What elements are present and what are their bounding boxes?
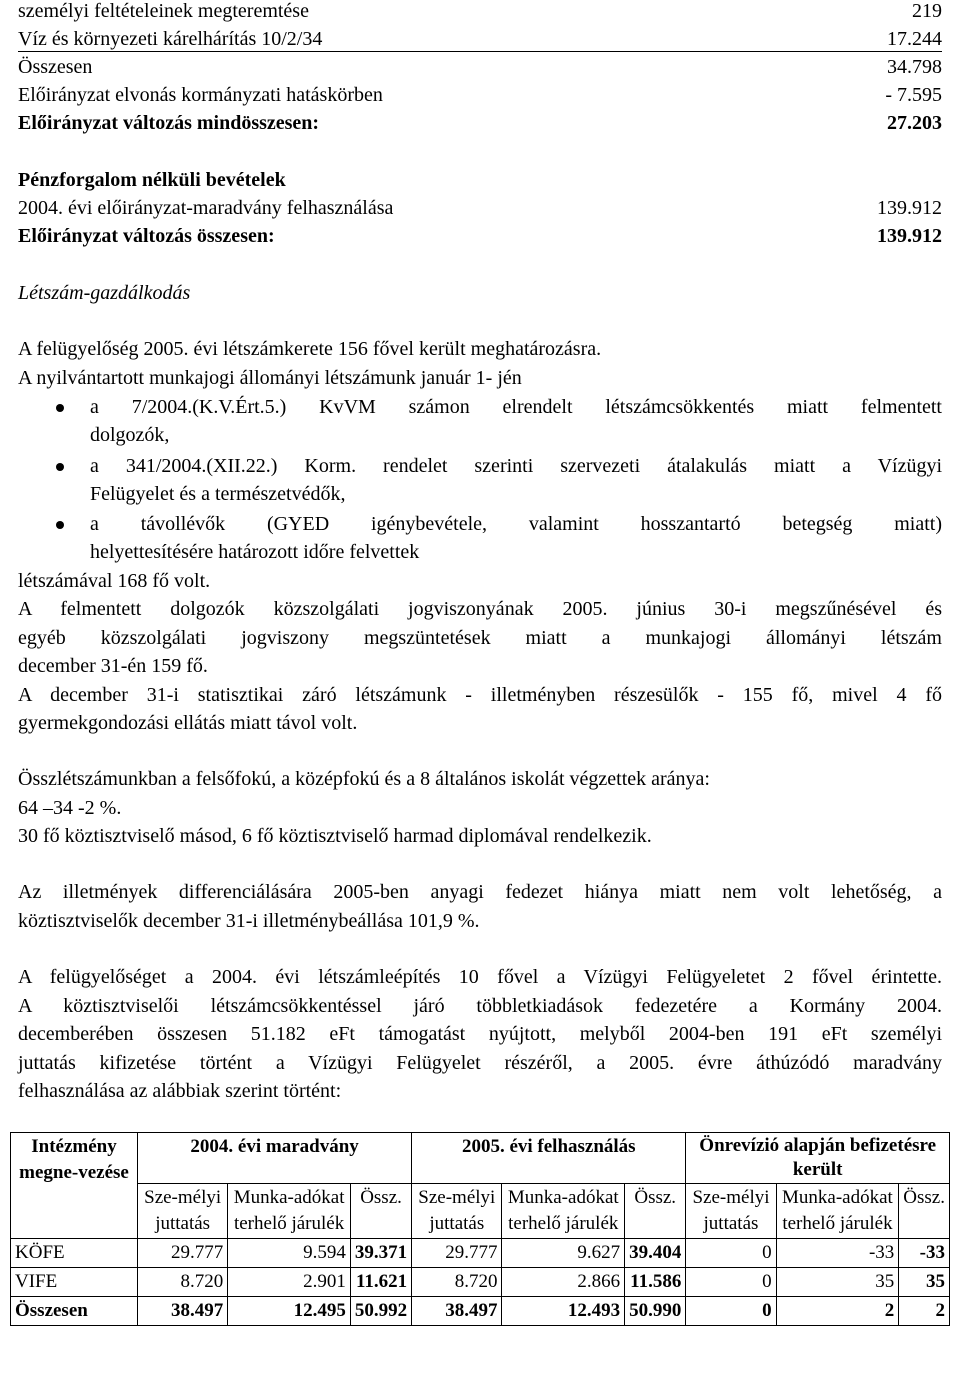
bullet-icon [56,404,64,412]
subheader-contribution: Munka-adókat terhelő járulék [776,1184,899,1239]
budget-value: 27.203 [887,112,942,134]
cell-name: Összesen [11,1297,138,1326]
budget-value: 219 [912,0,942,22]
cell-value: 29.777 [412,1239,502,1268]
budget-row [18,55,942,79]
paragraph-line: A nyilvántartott munkajogi állományi létszámunk január 1- jén [18,367,522,389]
paragraph-line: december 31-én 159 fő. [18,655,208,677]
header-institution: Intézmény megne-vezése [11,1133,138,1239]
budget-label: Előirányzat változás mindösszesen: [18,112,320,134]
budget-label: Víz és környezeti kárelhárítás 10/2/34 [18,28,323,50]
cell-value: 50.990 [625,1297,686,1326]
cell-value: 50.992 [350,1297,411,1326]
budget-row [18,27,942,51]
paragraph-line: Az illetmények differenciálására 2005-ben anyagi fedezet hiánya miatt nem volt lehetőség, a [18,881,942,903]
cell-value: 8.720 [138,1268,228,1297]
subheader-total: Össz. [350,1184,411,1239]
cell-value: 39.404 [625,1239,686,1268]
paragraph-line: A köztisztviselői létszámcsökkentéssel járó többletkiadások fedezetére a Kormány 2004. [18,995,942,1017]
cell-value: 12.493 [502,1297,625,1326]
bullet-line: Felügyelet és a természetvédők, [90,483,346,505]
budget-row [18,0,942,23]
header-2004: 2004. évi maradvány [138,1133,412,1184]
cell-value: 2 [899,1297,950,1326]
bullet-line: a 7/2004.(K.V.Ért.5.) KvVM számon elrendelt létszámcsökkentés miatt felmentett [90,396,942,418]
section-heading-italic: Létszám-gazdálkodás [18,282,191,304]
paragraph-line: juttatás kifizetése történt a Vízügyi Felügyelet részéről, a 2005. évre áthúzódó maradvány [18,1052,942,1074]
cell-value: 0 [686,1239,776,1268]
table-subheader-row [11,1184,950,1239]
bullet-line: dolgozók, [90,424,170,446]
header-onrevizio: Önrevízió alapján befizetésre került [686,1133,950,1184]
bullet-icon [56,521,64,529]
paragraph-line: egyéb közszolgálati jogviszony megszüntetések miatt a munkajogi állományi létszám [18,627,942,649]
cell-value: -33 [899,1239,950,1268]
cell-value: 35 [776,1268,899,1297]
paragraph-line: gyermekgondozási ellátás miatt távol volt. [18,712,358,734]
subheader-total: Össz. [899,1184,950,1239]
cell-value: 0 [686,1268,776,1297]
subheader-personal: Sze-mélyi juttatás [138,1184,228,1239]
paragraph-line: A felmentett dolgozók közszolgálati jogviszonyának 2005. június 30-i megszűnésével és [18,598,942,620]
cell-value: 38.497 [138,1297,228,1326]
paragraph-line: köztisztviselők december 31-i illetménybeállása 101,9 %. [18,910,480,932]
paragraph-line: 30 fő köztisztviselő másod, 6 fő köztisztviselő harmad diplomával rendelkezik. [18,825,652,847]
cell-value: 38.497 [412,1297,502,1326]
table-row [11,1239,950,1268]
budget-value: 139.912 [877,225,942,247]
table-header-row [11,1133,950,1184]
bullet-line: a távollévők (GYED igénybevétele, valamint hosszantartó betegség miatt) [90,513,942,535]
cell-value: 2.901 [228,1268,351,1297]
budget-label: 2004. évi előirányzat-maradvány felhasználása [18,197,394,219]
cell-name: VIFE [11,1268,138,1297]
budget-value: - 7.595 [885,84,942,106]
budget-label: Összesen [18,56,93,78]
budget-value: 139.912 [877,197,942,219]
paragraph-line: létszámával 168 fő volt. [18,570,211,592]
budget-value: 17.244 [887,28,942,50]
budget-value: 34.798 [887,56,942,78]
budget-label: személyi feltételeinek megteremtése [18,0,309,22]
bullet-icon [56,463,64,471]
cell-name: KÖFE [11,1239,138,1268]
cell-value: 35 [899,1268,950,1297]
subheader-contribution: Munka-adókat terhelő járulék [228,1184,351,1239]
table-row [11,1268,950,1297]
divider [18,51,942,52]
paragraph-line: A december 31-i statisztikai záró létszámunk - illetményben részesülők - 155 fő, mivel 4 fő [18,684,942,706]
paragraph-line: felhasználása az alábbiak szerint történt: [18,1080,342,1102]
cell-value: 12.495 [228,1297,351,1326]
cell-value: 9.594 [228,1239,351,1268]
paragraph-line: A felügyelőség 2005. évi létszámkerete 156 fővel került meghatározásra. [18,338,602,360]
cell-value: 9.627 [502,1239,625,1268]
bullet-line: a 341/2004.(XII.22.) Korm. rendelet szerinti szervezeti átalakulás miatt a Vízügyi [90,455,942,477]
budget-row [18,83,942,107]
cell-value: 0 [686,1297,776,1326]
cell-value: 29.777 [138,1239,228,1268]
cell-value: 11.586 [625,1268,686,1297]
subheader-personal: Sze-mélyi juttatás [412,1184,502,1239]
budget-label: Előirányzat változás összesen: [18,225,275,247]
bullet-line: helyettesítésére határozott időre felvettek [90,541,420,563]
budget-label: Előirányzat elvonás kormányzati hatáskörben [18,84,383,106]
paragraph-line: 64 –34 -2 %. [18,797,122,819]
cell-value: 2.866 [502,1268,625,1297]
paragraph-line: decemberében összesen 51.182 eFt támogatást nyújtott, melyből 2004-ben 191 eFt személyi [18,1023,942,1045]
paragraph-line: Összlétszámunkban a felsőfokú, a középfokú és a 8 általános iskolát végzettek aránya: [18,768,710,790]
cell-value: 39.371 [350,1239,411,1268]
header-2005: 2005. évi felhasználás [412,1133,686,1184]
cell-value: -33 [776,1239,899,1268]
section-heading: Pénzforgalom nélküli bevételek [18,169,286,191]
subheader-contribution: Munka-adókat terhelő járulék [502,1184,625,1239]
subheader-total: Össz. [625,1184,686,1239]
budget-row [18,196,942,220]
budget-row-total [18,224,942,248]
subheader-personal: Sze-mélyi juttatás [686,1184,776,1239]
paragraph-line: A felügyelőséget a 2004. évi létszámleépítés 10 fővel a Vízügyi Felügyeletet 2 fővel érintette. [18,966,942,988]
cell-value: 11.621 [350,1268,411,1297]
budget-row-total [18,111,942,135]
cell-value: 8.720 [412,1268,502,1297]
cell-value: 2 [776,1297,899,1326]
remainder-table [10,1132,950,1326]
table-row-total [11,1297,950,1326]
